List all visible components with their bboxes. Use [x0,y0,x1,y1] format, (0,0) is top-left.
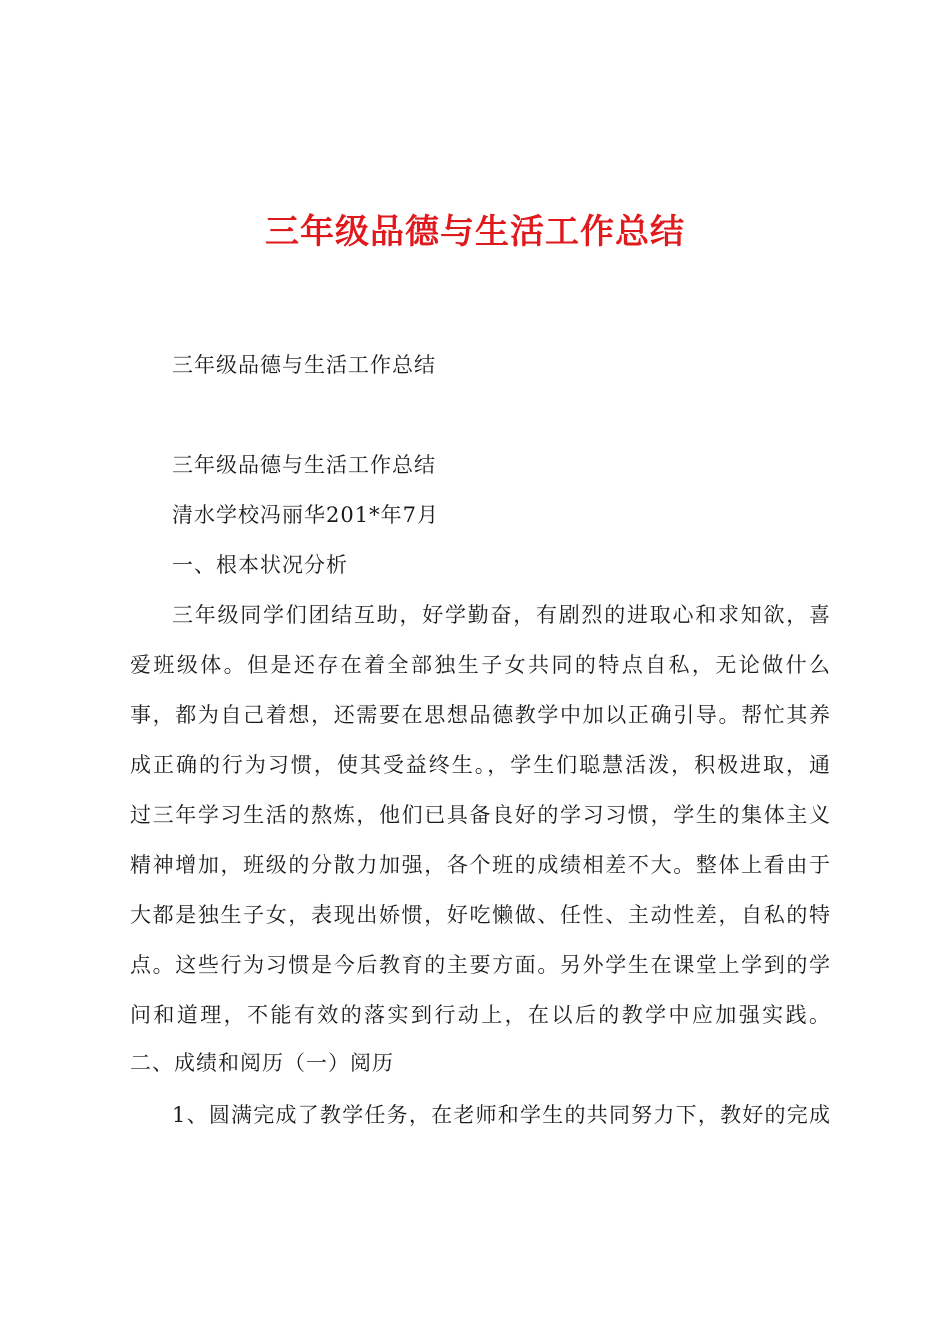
paragraph-1-line: 成正确的行为习惯，使其受益终生。，学生们聪慧活泼，积极进取，通 [130,753,830,777]
paragraph-2 [172,1100,830,1130]
document-subtitle: 三年级品德与生活工作总结 [172,353,436,377]
paragraph-1 [130,600,830,1030]
paragraph-2-line: 1、圆满完成了教学任务，在老师和学生的共同努力下，教好的完成 [172,1103,830,1127]
paragraph-1-line: 事，都为自己着想，还需要在思想品德教学中加以正确引导。帮忙其养 [130,703,830,727]
paragraph-1-line: 点。这些行为习惯是今后教育的主要方面。另外学生在课堂上学到的学 [130,953,830,977]
document-subtitle-repeat: 三年级品德与生活工作总结 [172,453,436,477]
paragraph-1-line: 大都是独生子女，表现出娇惯，好吃懒做、任性、主动性差，自私的特 [130,903,830,927]
paragraph-1-line: 问和道理，不能有效的落实到行动上，在以后的教学中应加强实践。 [130,1003,830,1027]
section-heading-2: 二、成绩和阅历（一）阅历 [130,1051,394,1075]
author-line: 清水学校冯丽华201*年7月 [172,503,439,527]
section-heading-1: 一、根本状况分析 [172,553,348,577]
paragraph-1-line: 过三年学习生活的熬炼，他们已具备良好的学习习惯，学生的集体主义 [130,803,830,827]
paragraph-1-line: 爱班级体。但是还存在着全部独生子女共同的特点自私，无论做什么 [130,653,830,677]
document-title: 三年级品德与生活工作总结 [265,212,685,252]
paragraph-1-line: 精神增加，班级的分散力加强，各个班的成绩相差不大。整体上看由于 [130,853,830,877]
paragraph-1-line: 三年级同学们团结互助，好学勤奋，有剧烈的进取心和求知欲，喜 [172,603,830,627]
